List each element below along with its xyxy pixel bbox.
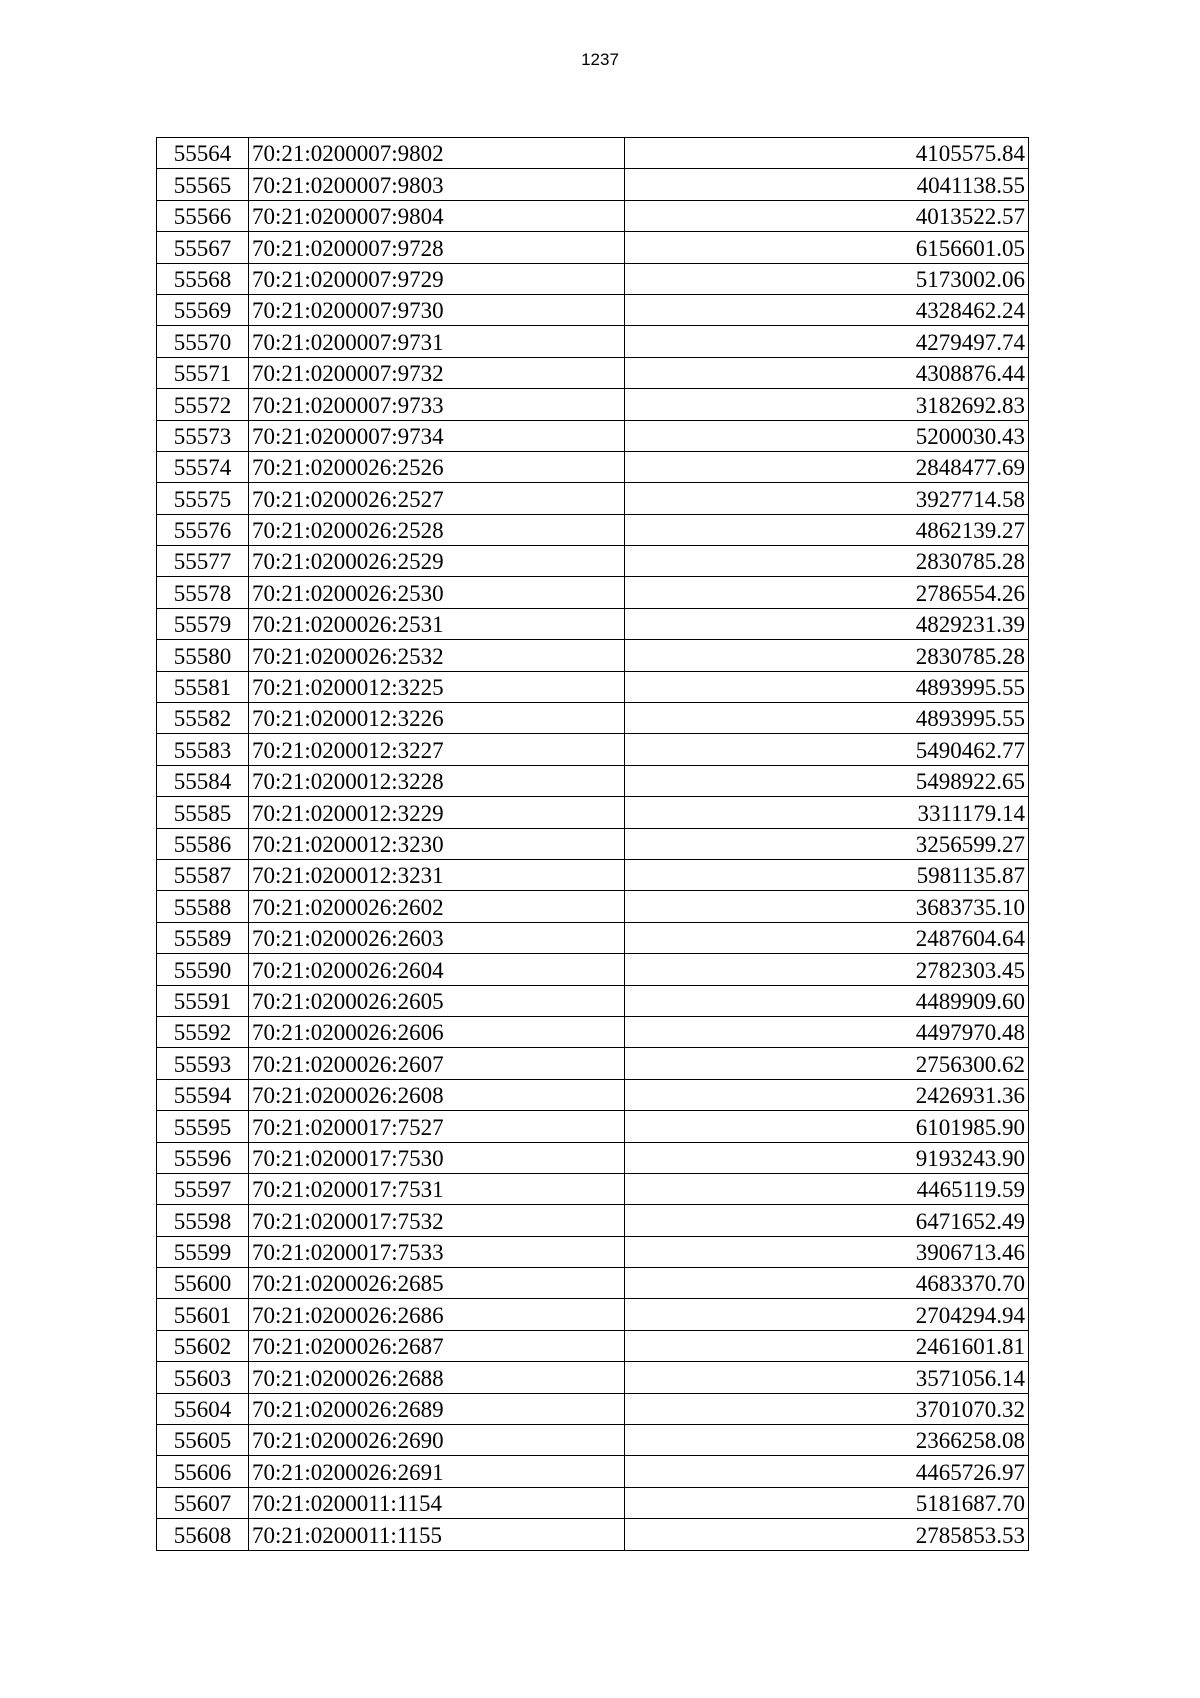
table-row: [157, 671, 1029, 702]
row-number-cell: 55599: [157, 1236, 249, 1267]
table-row: [157, 608, 1029, 639]
cadastral-number-cell: 70:21:0200012:3225: [249, 671, 625, 702]
table-body: [157, 138, 1029, 1551]
table-row: [157, 797, 1029, 828]
table-row: [157, 169, 1029, 200]
value-cell: 4041138.55: [625, 169, 1029, 200]
value-cell: 4328462.24: [625, 294, 1029, 325]
table-row: [157, 232, 1029, 263]
row-number-cell: 55606: [157, 1456, 249, 1487]
row-number-cell: 55585: [157, 797, 249, 828]
cadastral-number-cell: 70:21:0200026:2532: [249, 640, 625, 671]
cadastral-number-cell: 70:21:0200026:2529: [249, 546, 625, 577]
value-cell: 4105575.84: [625, 138, 1029, 169]
row-number-cell: 55582: [157, 703, 249, 734]
cadastral-number-cell: 70:21:0200026:2687: [249, 1330, 625, 1361]
cadastral-number-cell: 70:21:0200026:2531: [249, 608, 625, 639]
cadastral-number-cell: 70:21:0200026:2605: [249, 985, 625, 1016]
cadastral-number-cell: 70:21:0200026:2528: [249, 514, 625, 545]
table-row: [157, 577, 1029, 608]
value-cell: 2830785.28: [625, 546, 1029, 577]
table-row: [157, 1205, 1029, 1236]
table-row: [157, 1236, 1029, 1267]
table-row: [157, 546, 1029, 577]
row-number-cell: 55579: [157, 608, 249, 639]
table-row: [157, 828, 1029, 859]
value-cell: 4497970.48: [625, 1016, 1029, 1047]
row-number-cell: 55576: [157, 514, 249, 545]
cadastral-number-cell: 70:21:0200017:7527: [249, 1111, 625, 1142]
row-number-cell: 55593: [157, 1048, 249, 1079]
value-cell: 2785853.53: [625, 1519, 1029, 1550]
row-number-cell: 55608: [157, 1519, 249, 1550]
table-row: [157, 357, 1029, 388]
value-cell: 2426931.36: [625, 1079, 1029, 1110]
row-number-cell: 55588: [157, 891, 249, 922]
table-row: [157, 1142, 1029, 1173]
row-number-cell: 55564: [157, 138, 249, 169]
value-cell: 2848477.69: [625, 451, 1029, 482]
cadastral-number-cell: 70:21:0200017:7531: [249, 1173, 625, 1204]
cadastral-number-cell: 70:21:0200007:9802: [249, 138, 625, 169]
value-cell: 5981135.87: [625, 859, 1029, 890]
table-row: [157, 483, 1029, 514]
cadastral-number-cell: 70:21:0200012:3229: [249, 797, 625, 828]
value-cell: 4279497.74: [625, 326, 1029, 357]
row-number-cell: 55607: [157, 1487, 249, 1518]
table-row: [157, 451, 1029, 482]
value-cell: 5181687.70: [625, 1487, 1029, 1518]
cadastral-number-cell: 70:21:0200007:9804: [249, 200, 625, 231]
value-cell: 3182692.83: [625, 389, 1029, 420]
table-row: [157, 1456, 1029, 1487]
row-number-cell: 55565: [157, 169, 249, 200]
value-cell: 2830785.28: [625, 640, 1029, 671]
value-cell: 4893995.55: [625, 671, 1029, 702]
table-row: [157, 263, 1029, 294]
cadastral-number-cell: 70:21:0200026:2530: [249, 577, 625, 608]
value-cell: 4013522.57: [625, 200, 1029, 231]
value-cell: 4465119.59: [625, 1173, 1029, 1204]
table-row: [157, 859, 1029, 890]
value-cell: 2786554.26: [625, 577, 1029, 608]
table-row: [157, 1268, 1029, 1299]
value-cell: 4489909.60: [625, 985, 1029, 1016]
row-number-cell: 55569: [157, 294, 249, 325]
row-number-cell: 55596: [157, 1142, 249, 1173]
table-row: [157, 138, 1029, 169]
row-number-cell: 55577: [157, 546, 249, 577]
row-number-cell: 55597: [157, 1173, 249, 1204]
cadastral-number-cell: 70:21:0200026:2607: [249, 1048, 625, 1079]
row-number-cell: 55567: [157, 232, 249, 263]
value-cell: 2704294.94: [625, 1299, 1029, 1330]
row-number-cell: 55595: [157, 1111, 249, 1142]
table-row: [157, 734, 1029, 765]
cadastral-number-cell: 70:21:0200026:2527: [249, 483, 625, 514]
cadastral-number-cell: 70:21:0200026:2608: [249, 1079, 625, 1110]
value-cell: 4465726.97: [625, 1456, 1029, 1487]
table-row: [157, 1425, 1029, 1456]
value-cell: 6471652.49: [625, 1205, 1029, 1236]
row-number-cell: 55592: [157, 1016, 249, 1047]
table-row: [157, 1111, 1029, 1142]
table-row: [157, 1299, 1029, 1330]
row-number-cell: 55590: [157, 954, 249, 985]
cadastral-number-cell: 70:21:0200026:2526: [249, 451, 625, 482]
table-row: [157, 1048, 1029, 1079]
value-cell: 3311179.14: [625, 797, 1029, 828]
cadastral-number-cell: 70:21:0200007:9734: [249, 420, 625, 451]
value-cell: 5498922.65: [625, 765, 1029, 796]
cadastral-number-cell: 70:21:0200026:2603: [249, 922, 625, 953]
row-number-cell: 55600: [157, 1268, 249, 1299]
table-row: [157, 326, 1029, 357]
table-row: [157, 640, 1029, 671]
cadastral-number-cell: 70:21:0200026:2602: [249, 891, 625, 922]
cadastral-number-cell: 70:21:0200026:2690: [249, 1425, 625, 1456]
value-cell: 3927714.58: [625, 483, 1029, 514]
cadastral-number-cell: 70:21:0200017:7533: [249, 1236, 625, 1267]
row-number-cell: 55601: [157, 1299, 249, 1330]
table-row: [157, 1393, 1029, 1424]
cadastral-number-cell: 70:21:0200026:2688: [249, 1362, 625, 1393]
row-number-cell: 55604: [157, 1393, 249, 1424]
table-row: [157, 1362, 1029, 1393]
table-row: [157, 1519, 1029, 1550]
cadastral-number-cell: 70:21:0200026:2606: [249, 1016, 625, 1047]
table-row: [157, 985, 1029, 1016]
page-number: 1237: [581, 50, 619, 69]
row-number-cell: 55603: [157, 1362, 249, 1393]
row-number-cell: 55566: [157, 200, 249, 231]
value-cell: 4683370.70: [625, 1268, 1029, 1299]
cadastral-number-cell: 70:21:0200011:1154: [249, 1487, 625, 1518]
cadastral-number-cell: 70:21:0200026:2685: [249, 1268, 625, 1299]
row-number-cell: 55568: [157, 263, 249, 294]
table-row: [157, 1173, 1029, 1204]
table-row: [157, 514, 1029, 545]
cadastral-number-cell: 70:21:0200012:3228: [249, 765, 625, 796]
table-row: [157, 294, 1029, 325]
value-cell: 2487604.64: [625, 922, 1029, 953]
row-number-cell: 55594: [157, 1079, 249, 1110]
value-cell: 3683735.10: [625, 891, 1029, 922]
cadastral-number-cell: 70:21:0200007:9730: [249, 294, 625, 325]
row-number-cell: 55570: [157, 326, 249, 357]
row-number-cell: 55580: [157, 640, 249, 671]
table-row: [157, 1330, 1029, 1361]
table-row: [157, 389, 1029, 420]
cadastral-number-cell: 70:21:0200017:7532: [249, 1205, 625, 1236]
table-row: [157, 765, 1029, 796]
value-cell: 6101985.90: [625, 1111, 1029, 1142]
cadastral-number-cell: 70:21:0200011:1155: [249, 1519, 625, 1550]
table-row: [157, 922, 1029, 953]
cadastral-number-cell: 70:21:0200017:7530: [249, 1142, 625, 1173]
table-row: [157, 1487, 1029, 1518]
value-cell: 9193243.90: [625, 1142, 1029, 1173]
cadastral-value-table: [156, 137, 1029, 1551]
row-number-cell: 55598: [157, 1205, 249, 1236]
row-number-cell: 55591: [157, 985, 249, 1016]
table-row: [157, 703, 1029, 734]
value-cell: 4862139.27: [625, 514, 1029, 545]
row-number-cell: 55581: [157, 671, 249, 702]
value-cell: 2366258.08: [625, 1425, 1029, 1456]
value-cell: 3571056.14: [625, 1362, 1029, 1393]
value-cell: 5490462.77: [625, 734, 1029, 765]
cadastral-number-cell: 70:21:0200007:9733: [249, 389, 625, 420]
cadastral-number-cell: 70:21:0200007:9728: [249, 232, 625, 263]
cadastral-number-cell: 70:21:0200012:3226: [249, 703, 625, 734]
row-number-cell: 55583: [157, 734, 249, 765]
cadastral-number-cell: 70:21:0200026:2604: [249, 954, 625, 985]
cadastral-number-cell: 70:21:0200007:9732: [249, 357, 625, 388]
cadastral-number-cell: 70:21:0200007:9731: [249, 326, 625, 357]
value-cell: 2461601.81: [625, 1330, 1029, 1361]
row-number-cell: 55571: [157, 357, 249, 388]
row-number-cell: 55589: [157, 922, 249, 953]
value-cell: 3906713.46: [625, 1236, 1029, 1267]
value-cell: 2756300.62: [625, 1048, 1029, 1079]
cadastral-number-cell: 70:21:0200026:2689: [249, 1393, 625, 1424]
value-cell: 3701070.32: [625, 1393, 1029, 1424]
cadastral-number-cell: 70:21:0200012:3231: [249, 859, 625, 890]
row-number-cell: 55605: [157, 1425, 249, 1456]
table-row: [157, 954, 1029, 985]
table-row: [157, 1079, 1029, 1110]
row-number-cell: 55575: [157, 483, 249, 514]
value-cell: 4308876.44: [625, 357, 1029, 388]
value-cell: 5173002.06: [625, 263, 1029, 294]
value-cell: 3256599.27: [625, 828, 1029, 859]
table-row: [157, 200, 1029, 231]
cadastral-number-cell: 70:21:0200012:3230: [249, 828, 625, 859]
table-row: [157, 891, 1029, 922]
row-number-cell: 55572: [157, 389, 249, 420]
cadastral-number-cell: 70:21:0200026:2686: [249, 1299, 625, 1330]
value-cell: 2782303.45: [625, 954, 1029, 985]
cadastral-number-cell: 70:21:0200007:9729: [249, 263, 625, 294]
cadastral-number-cell: 70:21:0200026:2691: [249, 1456, 625, 1487]
row-number-cell: 55586: [157, 828, 249, 859]
row-number-cell: 55574: [157, 451, 249, 482]
value-cell: 4893995.55: [625, 703, 1029, 734]
table-row: [157, 1016, 1029, 1047]
value-cell: 6156601.05: [625, 232, 1029, 263]
value-cell: 5200030.43: [625, 420, 1029, 451]
cadastral-number-cell: 70:21:0200007:9803: [249, 169, 625, 200]
row-number-cell: 55584: [157, 765, 249, 796]
row-number-cell: 55573: [157, 420, 249, 451]
row-number-cell: 55578: [157, 577, 249, 608]
row-number-cell: 55587: [157, 859, 249, 890]
table-row: [157, 420, 1029, 451]
cadastral-number-cell: 70:21:0200012:3227: [249, 734, 625, 765]
row-number-cell: 55602: [157, 1330, 249, 1361]
value-cell: 4829231.39: [625, 608, 1029, 639]
